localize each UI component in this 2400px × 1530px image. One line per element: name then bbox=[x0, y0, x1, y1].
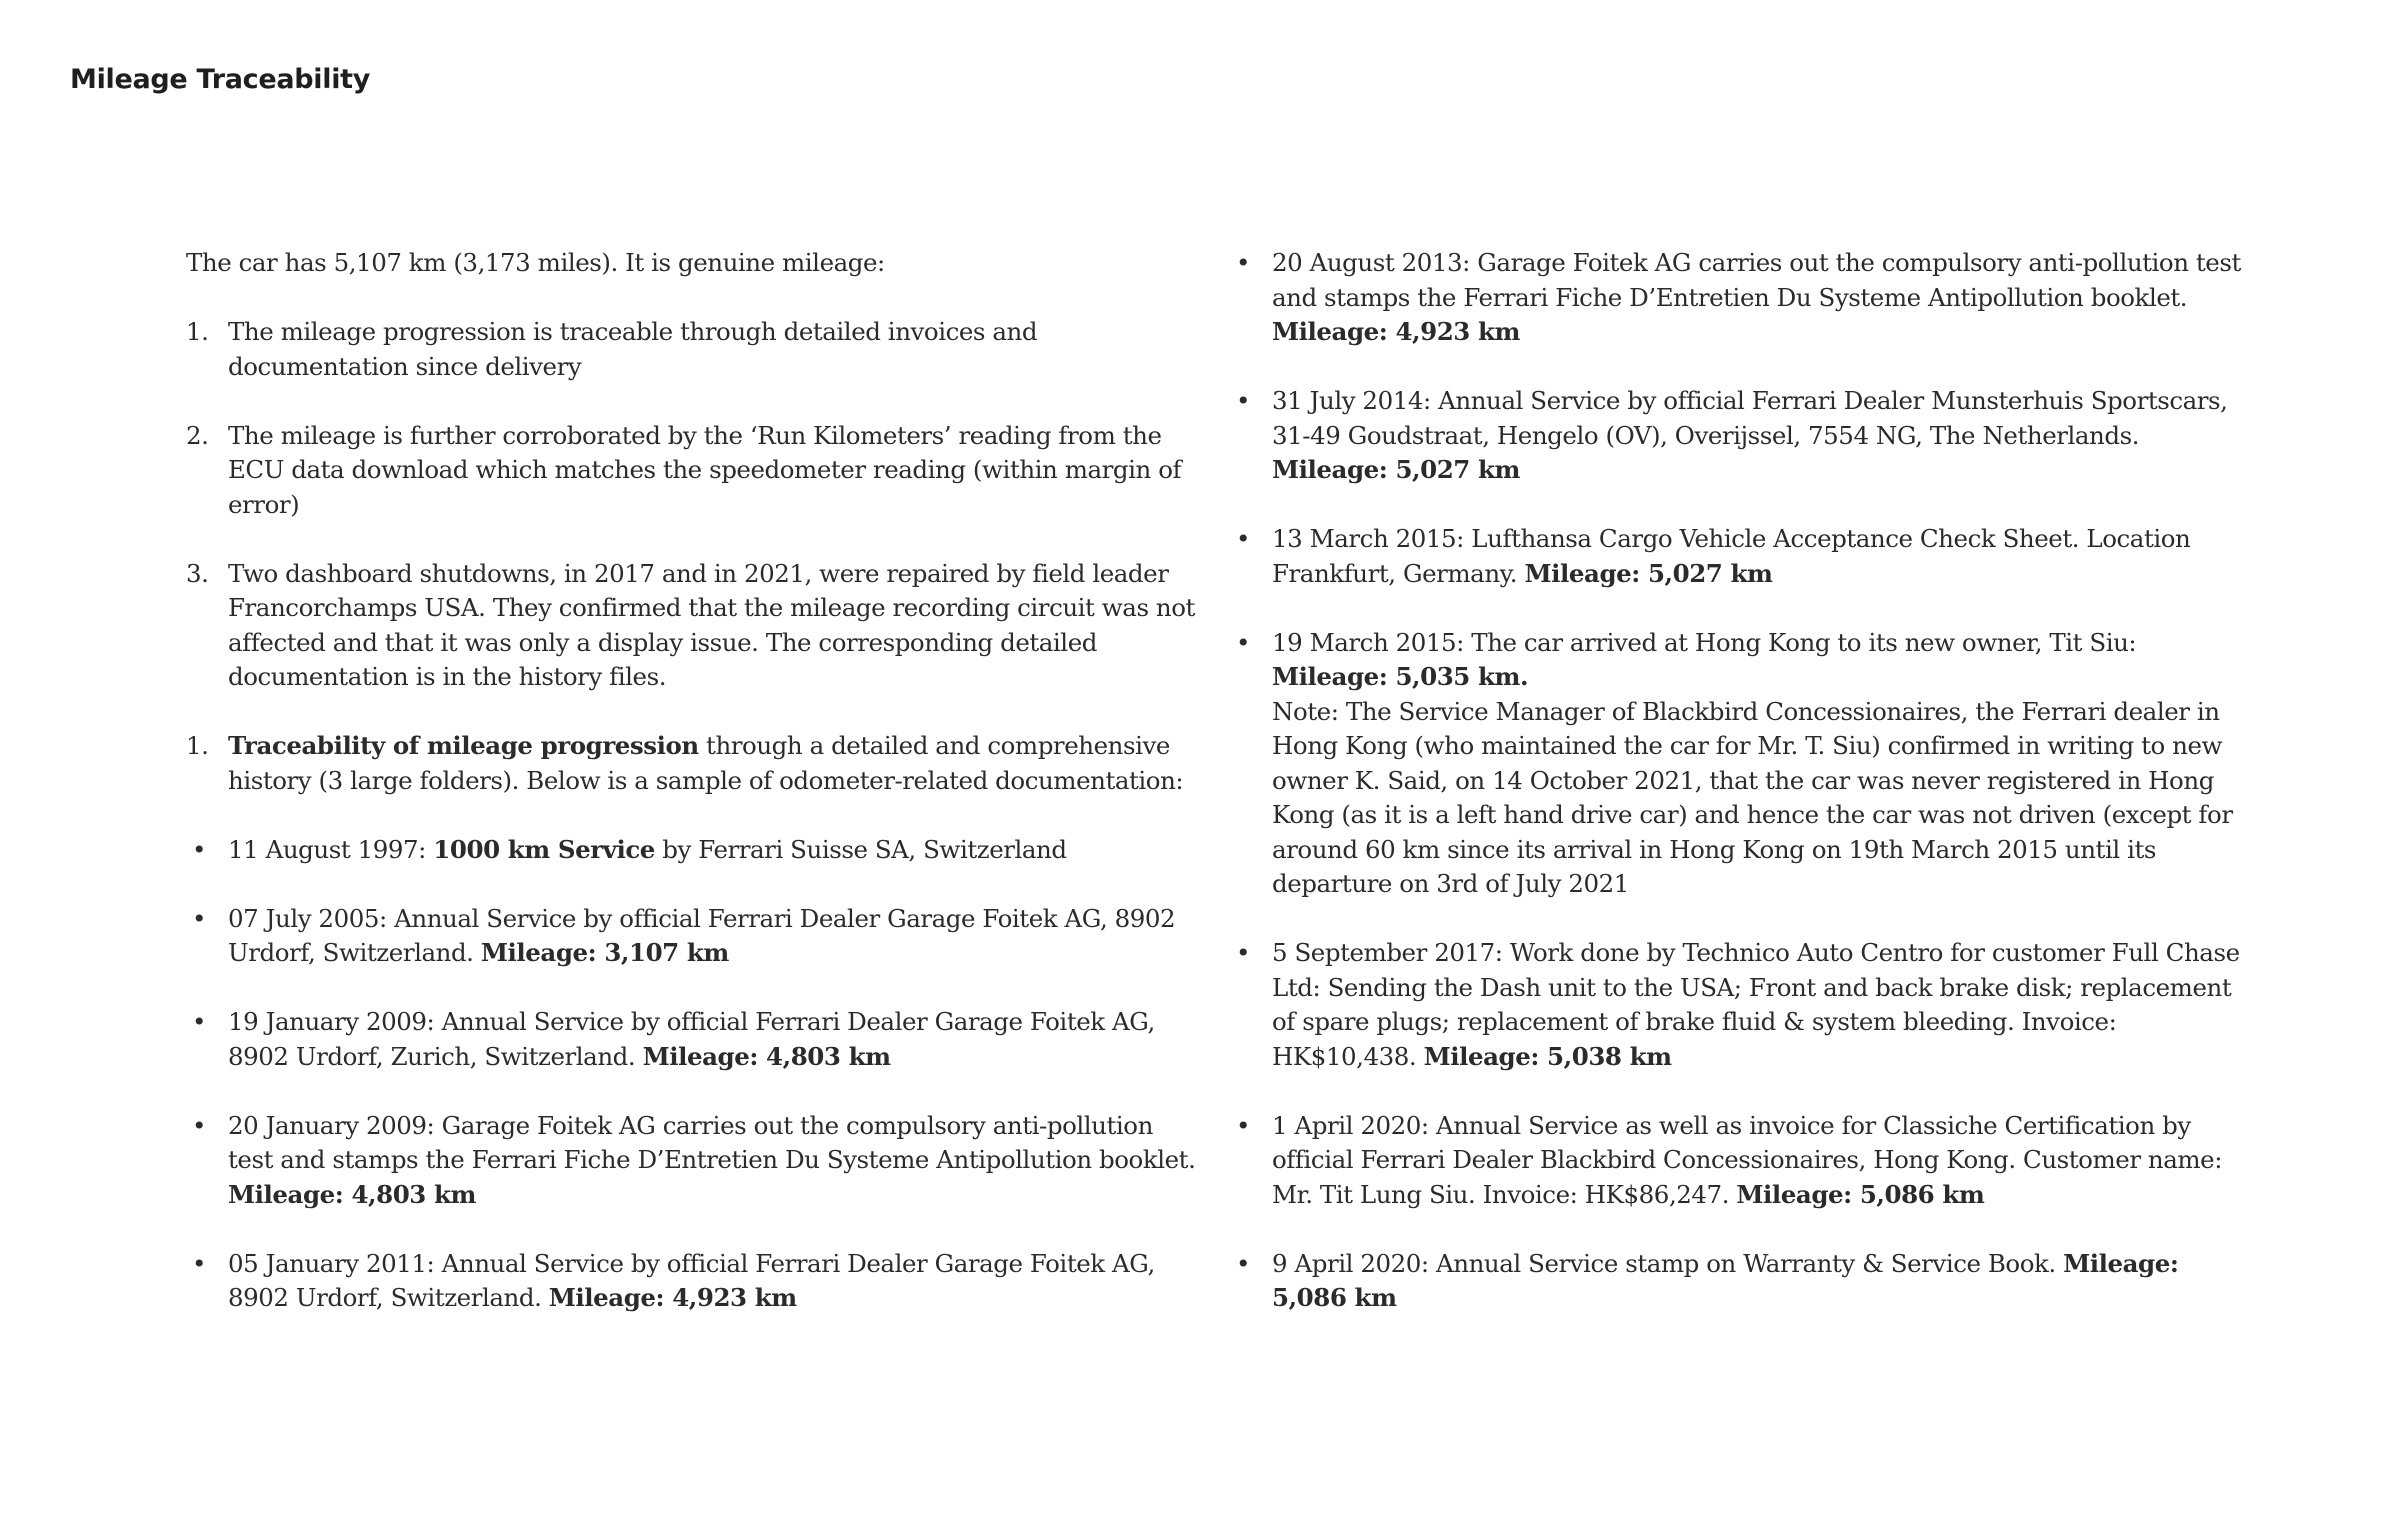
history-entry-date: 11 August 1997: bbox=[228, 834, 434, 864]
page-title: Mileage Traceability bbox=[70, 64, 371, 95]
bullet-icon: • bbox=[1236, 524, 1251, 553]
bullet-icon: • bbox=[1236, 627, 1251, 657]
mileage-value: Mileage: 4,923 km bbox=[548, 1283, 797, 1312]
history-entry-text bbox=[1272, 384, 2250, 488]
history-bullet bbox=[186, 902, 1196, 971]
history-entry-rest: by Ferrari Suisse SA, Switzerland bbox=[654, 834, 1067, 864]
list-number: 1. bbox=[186, 731, 209, 760]
numbered-item bbox=[186, 315, 1196, 384]
numbered-item bbox=[186, 557, 1196, 695]
history-entry-description: 20 January 2009: Garage Foitek AG carries out the compulsory anti-pollution test and stamps the Ferrari Fiche D’Entretien Du Systeme Antipollution booklet. bbox=[228, 1110, 1196, 1174]
history-entry-text bbox=[228, 902, 1196, 971]
history-entry-text bbox=[228, 1005, 1196, 1074]
history-entry-text bbox=[1272, 522, 2250, 591]
history-bullet bbox=[186, 1005, 1196, 1074]
history-bullet bbox=[1230, 1247, 2250, 1316]
history-entry-description: 31 July 2014: Annual Service by official Ferrari Dealer Munsterhuis Sportscars, 31-49 Goudstraat, Hengelo (OV), Overijssel, 7554 NG, The Netherlands. bbox=[1272, 386, 2228, 450]
history-entry-description: 05 January 2011: Annual Service by official Ferrari Dealer Garage Foitek AG, 8902 Urdorf, Switzerland. bbox=[228, 1248, 1155, 1312]
left-column bbox=[186, 246, 1196, 1350]
history-entry-text bbox=[228, 1247, 1196, 1316]
history-entry-text bbox=[1272, 1109, 2250, 1213]
numbered-item-text: The mileage progression is traceable through detailed invoices and documentation since delivery bbox=[228, 317, 1038, 381]
history-entry-description: 20 August 2013: Garage Foitek AG carries out the compulsory anti-pollution test and stamps the Ferrari Fiche D’Entretien Du Systeme Antipollution booklet. bbox=[1272, 248, 2241, 312]
mileage-value: Mileage: 4,923 km bbox=[1272, 317, 1520, 346]
section-heading-rest: through a detailed and comprehensive history (3 large folders). Below is a sample of odometer-related documentation: bbox=[228, 731, 1184, 795]
mileage-value: Mileage: 4,803 km bbox=[642, 1041, 891, 1071]
history-entry-text bbox=[228, 833, 1196, 868]
numbered-item-text: Two dashboard shutdowns, in 2017 and in 2021, were repaired by field leader Francorchamps USA. They confirmed that the mileage recording circuit was not affected and that it was only a display issue. The corresponding detailed documentation is in the history files. bbox=[228, 558, 1195, 691]
history-bullet bbox=[1230, 522, 2250, 591]
history-entry-description: 19 March 2015: The car arrived at Hong Kong to its new owner, Tit Siu: bbox=[1272, 627, 2137, 657]
history-bullet bbox=[186, 833, 1196, 868]
history-entry-text bbox=[1272, 1247, 2250, 1316]
section-heading-text bbox=[228, 729, 1196, 798]
mileage-value: Mileage: 5,027 km bbox=[1272, 455, 1520, 484]
history-bullet-hong-kong bbox=[1230, 626, 2250, 902]
history-entry-text bbox=[228, 1109, 1196, 1213]
bullet-icon: • bbox=[192, 834, 207, 864]
right-column bbox=[1230, 246, 2250, 1350]
mileage-value: Mileage: 5,086 km bbox=[1736, 1179, 1985, 1209]
list-number: 1. bbox=[186, 317, 209, 346]
bullet-icon: • bbox=[1236, 1248, 1251, 1278]
history-bullet bbox=[1230, 384, 2250, 488]
history-bullet bbox=[1230, 246, 2250, 350]
history-entry-description: 5 September 2017: Work done by Technico Auto Centro for customer Full Chase Ltd: Sending the Dash unit to the USA; Front and back brake disk; replacement of spare plugs; replacement of brake fluid & system bleeding. Invoice: HK$10,438. bbox=[1272, 938, 2240, 1071]
history-entry-bold: 1000 km Service bbox=[433, 834, 655, 864]
bullet-icon: • bbox=[192, 1248, 207, 1278]
history-bullet bbox=[1230, 1109, 2250, 1213]
history-entry-text bbox=[1272, 626, 2250, 902]
intro-paragraph: The car has 5,107 km (3,173 miles). It is genuine mileage: bbox=[186, 248, 885, 277]
mileage-value: Mileage: 4,803 km bbox=[228, 1179, 476, 1209]
history-entry-description: 13 March 2015: Lufthansa Cargo Vehicle Acceptance Check Sheet. Location Frankfurt, Germany. bbox=[1272, 524, 2191, 588]
section-heading-item bbox=[186, 729, 1196, 798]
section-heading-bold: Traceability of mileage progression bbox=[228, 731, 699, 760]
list-number: 2. bbox=[186, 420, 209, 450]
mileage-value: Mileage: 5,038 km bbox=[1423, 1041, 1672, 1071]
history-bullet bbox=[186, 1109, 1196, 1213]
history-entry-description: 9 April 2020: Annual Service stamp on Warranty & Service Book. bbox=[1272, 1248, 2064, 1278]
history-entry-text bbox=[1272, 246, 2250, 350]
history-bullet bbox=[1230, 936, 2250, 1074]
bullet-icon: • bbox=[1236, 386, 1251, 415]
numbered-item bbox=[186, 419, 1196, 523]
numbered-item-text: The mileage is further corroborated by the ‘Run Kilometers’ reading from the ECU data download which matches the speedometer reading (within margin of error) bbox=[228, 420, 1182, 519]
dealer-note: Note: The Service Manager of Blackbird Concessionaires, the Ferrari dealer in Hong Kong (who maintained the car for Mr. T. Siu) confirmed in writing to new owner K. Said, on 14 October 2021, that the car was never registered in Hong Kong (as it is a left hand drive car) and hence the car was not driven (except for around 60 km since its arrival in Hong Kong on 19th March 2015 until its departure on 3rd of July 2021 bbox=[1272, 696, 2233, 898]
bullet-icon: • bbox=[1236, 938, 1251, 967]
bullet-icon: • bbox=[192, 1007, 207, 1036]
history-entry-description: 07 July 2005: Annual Service by official Ferrari Dealer Garage Foitek AG, 8902 Urdorf, Switzerland. bbox=[228, 903, 1176, 967]
history-entry-description: 19 January 2009: Annual Service by official Ferrari Dealer Garage Foitek AG, 8902 Urdorf, Zurich, Switzerland. bbox=[228, 1007, 1155, 1071]
mileage-value: Mileage: 3,107 km bbox=[480, 938, 729, 967]
list-number: 3. bbox=[186, 558, 209, 588]
bullet-icon: • bbox=[192, 1110, 207, 1140]
history-bullet bbox=[186, 1247, 1196, 1316]
mileage-value: Mileage: 5,027 km bbox=[1524, 558, 1773, 588]
history-entry-description: 1 April 2020: Annual Service as well as invoice for Classiche Certification by official Ferrari Dealer Blackbird Concessionaires, Hong Kong. Customer name: Mr. Tit Lung Siu. Invoice: HK$86,247. bbox=[1272, 1110, 2223, 1209]
bullet-icon: • bbox=[192, 903, 207, 933]
history-entry-text bbox=[1272, 936, 2250, 1074]
mileage-value: Mileage: 5,086 km bbox=[1272, 1248, 2179, 1312]
mileage-value: Mileage: 5,035 km. bbox=[1272, 662, 1529, 691]
bullet-icon: • bbox=[1236, 1110, 1251, 1140]
bullet-icon: • bbox=[1236, 248, 1251, 277]
